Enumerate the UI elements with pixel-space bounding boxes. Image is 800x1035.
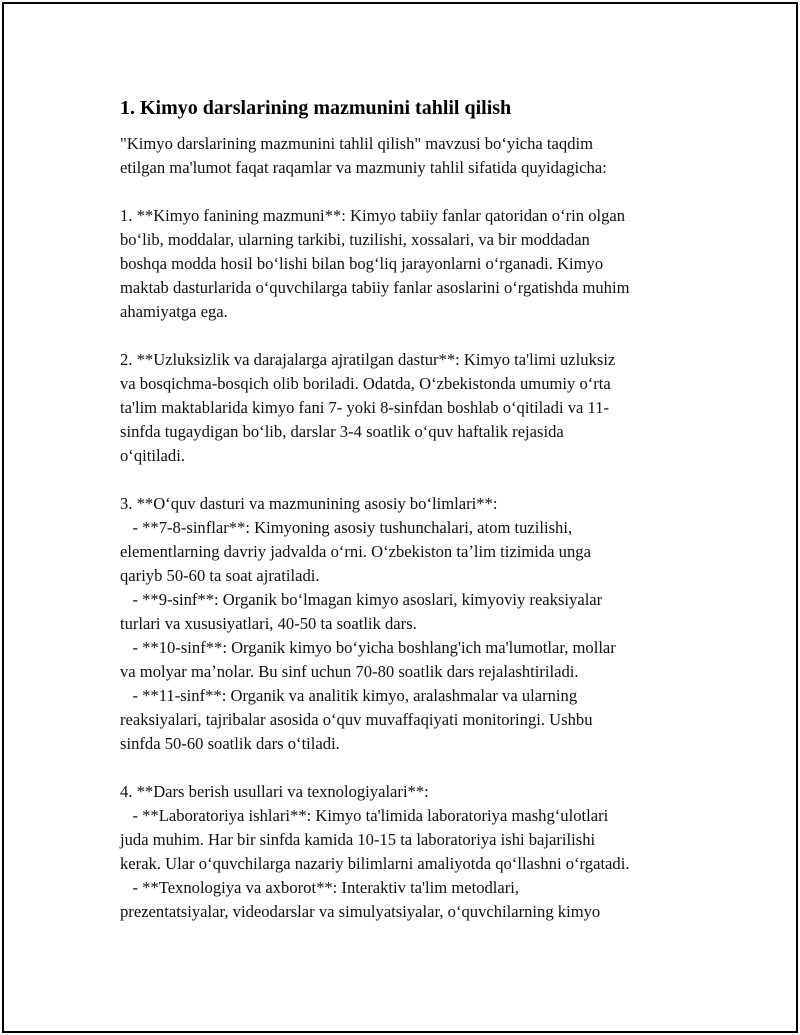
text-line: prezentatsiyalar, videodarslar va simulyatsiyalar, oʻquvchilarning kimyo [120,902,601,921]
section-3 [120,492,700,756]
text-line: - **9-sinf**: Organik boʻlmagan kimyo asoslari, kimyoviy reaksiyalar [120,590,603,609]
text-line: ta'lim maktablarida kimyo fani 7- yoki 8-sinfdan boshlab oʻqitiladi va 11- [120,398,610,417]
text-line: boshqa modda hosil boʻlishi bilan bogʻliq jarayonlarni oʻrganadi. Kimyo [120,254,604,273]
text-line: sinfda tugaydigan boʻlib, darslar 3-4 soatlik oʻquv haftalik rejasida [120,422,564,441]
text-line: "Kimyo darslarining mazmunini tahlil qilish" mavzusi boʻyicha taqdim [120,134,594,153]
text-line: boʻlib, moddalar, ularning tarkibi, tuzilishi, xossalari, va bir moddadan [120,230,590,249]
intro-paragraph [120,132,700,180]
text-line: maktab dasturlarida oʻquvchilarga tabiiy fanlar asoslarini oʻrgatishda muhim [120,278,630,297]
text-line: - **7-8-sinflar**: Kimyoning asosiy tushunchalari, atom tuzilishi, [120,518,573,537]
section-2 [120,348,700,468]
section-1 [120,204,700,324]
text-line: etilgan ma'lumot faqat raqamlar va mazmuniy tahlil sifatida quyidagicha: [120,158,607,177]
text-line: - **11-sinf**: Organik va analitik kimyo, aralashmalar va ularning [120,686,578,705]
text-line: ahamiyatga ega. [120,302,228,321]
text-line: - **Texnologiya va axborot**: Interaktiv ta'lim metodlari, [120,878,520,897]
text-line: turlari va xususiyatlari, 40-50 ta soatlik dars. [120,614,417,633]
text-line: qariyb 50-60 ta soat ajratiladi. [120,566,320,585]
document-title: 1. Kimyo darslarining mazmunini tahlil qilish [120,97,512,119]
text-line: va bosqichma-bosqich olib boriladi. Odatda, Oʻzbekistonda umumiy oʻrta [120,374,611,393]
text-line: elementlarning davriy jadvalda oʻrni. Oʻzbekiston taʼlim tizimida unga [120,542,591,561]
document-body [120,96,700,924]
text-line: kerak. Ular oʻquvchilarga nazariy bilimlarni amaliyotda qoʻllashni oʻrgatadi. [120,854,630,873]
text-line: 2. **Uzluksizlik va darajalarga ajratilgan dastur**: Kimyo ta'limi uzluksiz [120,350,616,369]
page-frame [2,2,798,1033]
text-line: reaksiyalari, tajribalar asosida oʻquv muvaffaqiyati monitoringi. Ushbu [120,710,593,729]
text-line: va molyar maʼnolar. Bu sinf uchun 70-80 soatlik dars rejalashtiriladi. [120,662,579,681]
section-4 [120,780,700,924]
text-line: oʻqitiladi. [120,446,185,465]
text-line: 3. **Oʻquv dasturi va mazmunining asosiy boʻlimlari**: [120,494,498,513]
text-line: sinfda 50-60 soatlik dars oʻtiladi. [120,734,340,753]
text-line: juda muhim. Har bir sinfda kamida 10-15 ta laboratoriya ishi bajarilishi [120,830,596,849]
text-line: 4. **Dars berish usullari va texnologiyalari**: [120,782,429,801]
text-line: 1. **Kimyo fanining mazmuni**: Kimyo tabiiy fanlar qatoridan oʻrin olgan [120,206,626,225]
text-line: - **Laboratoriya ishlari**: Kimyo ta'limida laboratoriya mashgʻulotlari [120,806,609,825]
text-line: - **10-sinf**: Organik kimyo boʻyicha boshlang'ich ma'lumotlar, mollar [120,638,616,657]
